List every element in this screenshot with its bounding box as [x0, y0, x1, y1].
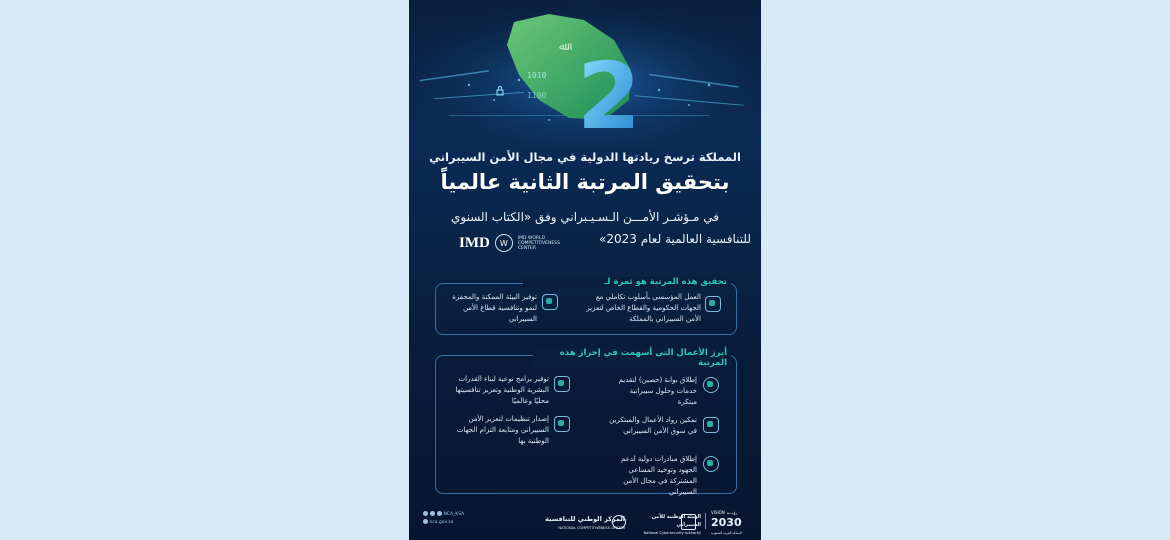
imd-logo-group — [459, 233, 560, 253]
instagram-icon[interactable] — [430, 511, 435, 516]
social-handle: NCA_KSA — [443, 512, 465, 517]
section2-title: أبرز الأعمال التي أسهمت في إحراز هذه المرتبة — [533, 348, 731, 368]
web-icon[interactable] — [423, 519, 428, 524]
headline-main: بتحقيق المرتبة الثانية عالمياً — [440, 170, 730, 194]
building-icon — [542, 294, 558, 310]
network-icon — [703, 377, 719, 393]
section1-item-2: توفير البيئة الممكنة والمحفزة لنمو وتنافسية قطاع الأمن السيبراني — [452, 293, 537, 323]
section1-title: تحقيق هذه المرتبة هو ثمرة لـ — [523, 277, 731, 287]
people-icon — [554, 376, 570, 392]
twitter-icon[interactable] — [423, 511, 428, 516]
footer — [409, 505, 761, 540]
binary-text-2: 1100 — [527, 91, 547, 100]
section2-left-item-1: توفير برامج نوعية لبناء القدرات البشرية الوطنية وتعزيز تنافسيتها محليًا وعالميًا — [455, 375, 549, 405]
hero-illustration — [409, 0, 761, 150]
footer-divider — [705, 513, 706, 529]
vision-2030-logo: VISION رؤيـــة 2030 المملكة العربية السعودية — [711, 510, 742, 535]
rank-number-2: 2 — [577, 43, 642, 150]
imd-center-text: IMD WORLD COMPETITIVENESS CENTER — [517, 235, 560, 251]
section2-left-item-2: إصدار تنظيمات لتعزيز الأمن السيبراني ومتابعة التزام الجهات الوطنية بها — [456, 415, 549, 445]
ncc-emblem-icon — [612, 515, 626, 529]
headline-line4: للتنافسية العالمية لعام 2023» — [599, 232, 751, 246]
social-links — [421, 511, 464, 527]
website-link[interactable]: nca.gov.sa — [429, 520, 454, 525]
section2-right-item-3: إطلاق مبادرات دولية لدعم الجهود وتوحيد المساعي المشتركة في مجال الأمن السيبراني — [621, 455, 697, 496]
rocket-icon — [703, 456, 719, 472]
section2-right-item-2: تمكين رواد الأعمال والمبتكرين في سوق الأمن السيبراني — [609, 416, 697, 435]
nca-emblem-icon — [681, 514, 696, 530]
headline-line1: المملكة ترسخ ريادتها الدولية في مجال الأمن السيبراني — [429, 150, 741, 164]
shield-hand-icon — [705, 296, 721, 312]
nca-logo: الهيئة الوطنية للأمن السيبراني National Cybersecurity Authority — [643, 514, 701, 535]
map-script: ﷲ — [559, 40, 566, 53]
infographic-poster — [409, 0, 761, 540]
imd-wcc-icon: W — [495, 234, 513, 252]
imd-logo: IMD — [459, 234, 490, 251]
section2-right-item-1: إطلاق بوابة (حصين) لتقديم خدمات وحلول سيبرانية مبتكرة — [618, 376, 697, 406]
ncc-logo: المركز الوطني للتنافسية NATIONAL COMPETITIVENESS CENTER — [545, 515, 625, 530]
chart-icon — [703, 417, 719, 433]
binary-text-1: 1010 — [527, 71, 547, 80]
section1-item-1: العمل المؤسسي بأسلوب تكاملي مع الجهات الحكومية والقطاع الخاص لتعزيز الأمن السيبراني بالمملكة — [586, 293, 701, 323]
linkedin-icon[interactable] — [437, 511, 442, 516]
laptop-icon — [554, 416, 570, 432]
headline-line3: في مـؤشـر الأمـــن الـسـيـبراني وفق «الكتاب السنوي — [450, 210, 719, 224]
